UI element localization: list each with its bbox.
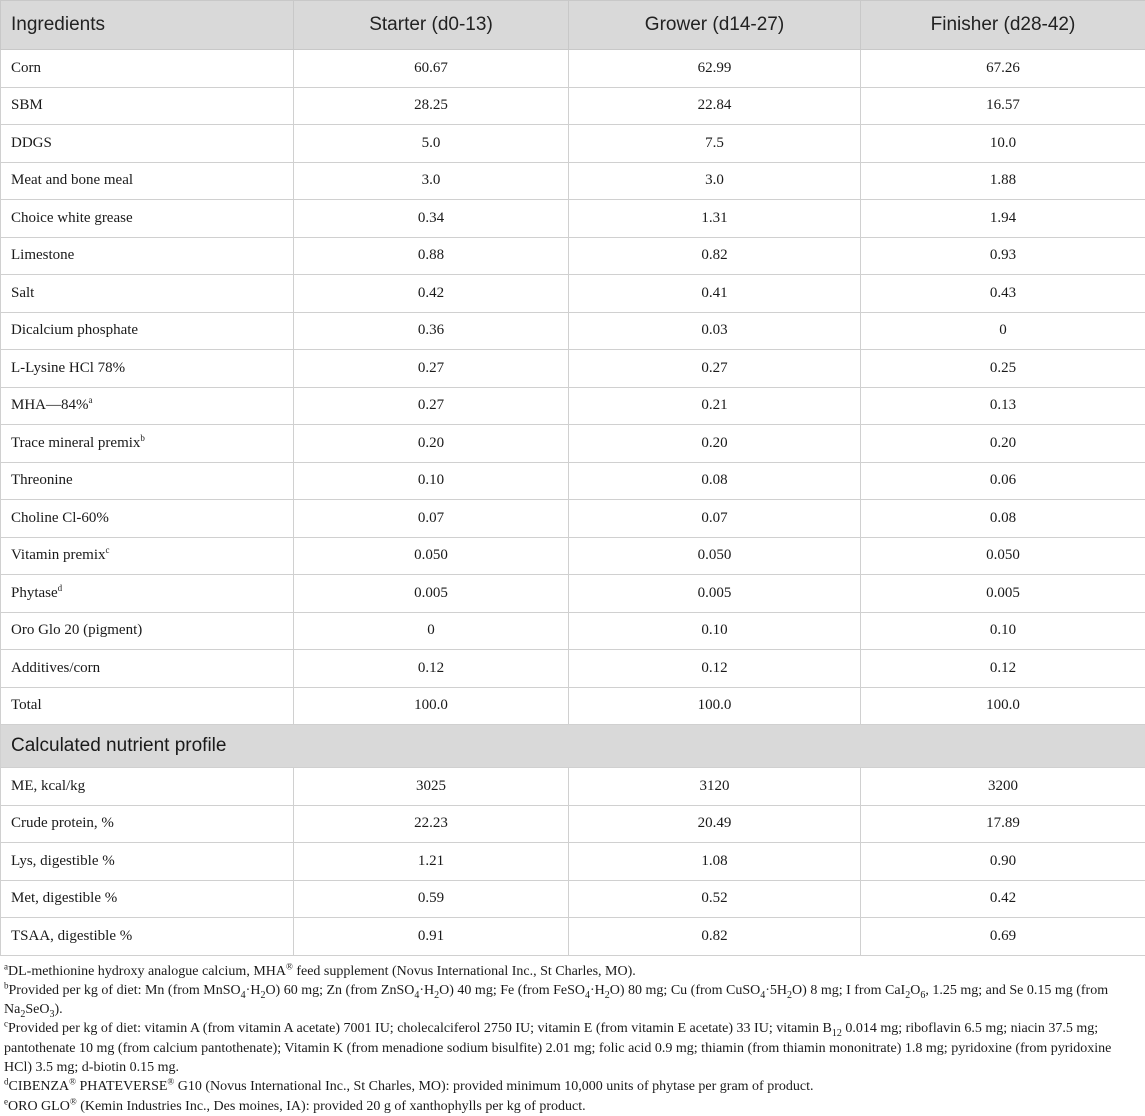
footnote-mark: e — [4, 1096, 8, 1106]
cell-value: 0.08 — [861, 500, 1145, 538]
cell-value: 1.88 — [861, 162, 1145, 200]
row-label — [1, 687, 294, 725]
cell-value: 0 — [861, 312, 1145, 350]
row-label-text: ME, kcal/kg — [11, 778, 85, 794]
row-label — [1, 87, 294, 125]
cell-value: 100.0 — [294, 687, 569, 725]
cell-value: 0.12 — [861, 650, 1145, 688]
table-row — [1, 768, 1145, 806]
row-label-text: Choice white grease — [11, 210, 133, 226]
row-label — [1, 843, 294, 881]
row-label-text: Phytase — [11, 585, 58, 601]
cell-value: 0.36 — [294, 312, 569, 350]
ingredients-body — [1, 50, 1145, 725]
row-label-text: Total — [11, 697, 42, 713]
cell-value: 1.94 — [861, 200, 1145, 238]
footnote-marker: a — [89, 395, 93, 405]
cell-value: 0.10 — [861, 612, 1145, 650]
row-label-text: Dicalcium phosphate — [11, 322, 138, 338]
cell-value: 0.12 — [294, 650, 569, 688]
section-header-row — [1, 725, 1145, 768]
table-row — [1, 275, 1145, 313]
row-label — [1, 237, 294, 275]
cell-value: 100.0 — [569, 687, 861, 725]
cell-value: 0.06 — [861, 462, 1145, 500]
cell-value: 5.0 — [294, 125, 569, 163]
cell-value: 0.050 — [294, 537, 569, 575]
row-label-text: Threonine — [11, 472, 73, 488]
cell-value: 3.0 — [569, 162, 861, 200]
cell-value: 1.21 — [294, 843, 569, 881]
row-label — [1, 387, 294, 425]
cell-value: 0 — [294, 612, 569, 650]
row-label-text: Crude protein, % — [11, 815, 114, 831]
footnote-mark: c — [4, 1019, 8, 1029]
cell-value: 3025 — [294, 768, 569, 806]
cell-value: 0.82 — [569, 237, 861, 275]
row-label — [1, 125, 294, 163]
cell-value: 0.050 — [569, 537, 861, 575]
row-label-text: DDGS — [11, 135, 52, 151]
cell-value: 0.88 — [294, 237, 569, 275]
footnote-d: $^d$CIBENZA® PHATEVERSE® G10 (Novus International Inc., St Charles, MO): provided minimum 10,000 units of phytase per gram of product. — [4, 1077, 1135, 1096]
cell-value: 0.20 — [569, 425, 861, 463]
row-label — [1, 575, 294, 613]
cell-value: 0.20 — [861, 425, 1145, 463]
row-label-text: SBM — [11, 97, 43, 113]
table-row — [1, 87, 1145, 125]
cell-value: 0.10 — [569, 612, 861, 650]
cell-value: 60.67 — [294, 50, 569, 88]
table-row — [1, 200, 1145, 238]
row-label-text: Choline Cl-60% — [11, 510, 109, 526]
cell-value: 1.31 — [569, 200, 861, 238]
column-header-grower: Grower (d14-27) — [569, 1, 861, 50]
row-label — [1, 425, 294, 463]
table-row — [1, 125, 1145, 163]
row-label — [1, 350, 294, 388]
row-label-text: TSAA, digestible % — [11, 928, 132, 944]
row-label-text: Vitamin premix — [11, 547, 106, 563]
cell-value: 22.84 — [569, 87, 861, 125]
table-row — [1, 687, 1145, 725]
cell-value: 0.59 — [294, 880, 569, 918]
cell-value: 0.34 — [294, 200, 569, 238]
nutrients-body — [1, 768, 1145, 956]
table-row — [1, 612, 1145, 650]
table-row — [1, 575, 1145, 613]
row-label — [1, 312, 294, 350]
footnote-e: $^e$ORO GLO® (Kemin Industries Inc., Des moines, IA): provided 20 g of xanthophylls per kg of product. — [4, 1097, 1135, 1116]
column-header-ingredients: Ingredients — [1, 1, 294, 50]
cell-value: 17.89 — [861, 805, 1145, 843]
cell-value: 0.27 — [294, 387, 569, 425]
row-label-text: Corn — [11, 60, 41, 76]
row-label-text: Salt — [11, 285, 34, 301]
footnote-marker: b — [140, 433, 145, 443]
footnotes — [0, 956, 1145, 1116]
row-label-text: Oro Glo 20 (pigment) — [11, 622, 142, 638]
row-label-text: Meat and bone meal — [11, 172, 133, 188]
table-row — [1, 387, 1145, 425]
cell-value: 0.10 — [294, 462, 569, 500]
cell-value: 0.27 — [294, 350, 569, 388]
cell-value: 0.93 — [861, 237, 1145, 275]
row-label — [1, 537, 294, 575]
cell-value: 0.03 — [569, 312, 861, 350]
table-header-row — [1, 1, 1145, 50]
row-label — [1, 918, 294, 956]
cell-value: 1.08 — [569, 843, 861, 881]
cell-value: 7.5 — [569, 125, 861, 163]
nutrient-section-title: Calculated nutrient profile — [1, 725, 1145, 768]
cell-value: 0.050 — [861, 537, 1145, 575]
footnote-a: $^a$DL-methionine hydroxy analogue calcium, MHA® feed supplement (Novus International Inc., St Charles, MO). — [4, 962, 1135, 981]
cell-value: 3200 — [861, 768, 1145, 806]
cell-value: 0.005 — [569, 575, 861, 613]
cell-value: 0.005 — [861, 575, 1145, 613]
cell-value: 10.0 — [861, 125, 1145, 163]
row-label-text: Trace mineral premix — [11, 435, 140, 451]
table-row — [1, 237, 1145, 275]
cell-value: 0.90 — [861, 843, 1145, 881]
table-row — [1, 162, 1145, 200]
cell-value: 0.12 — [569, 650, 861, 688]
cell-value: 0.69 — [861, 918, 1145, 956]
cell-value: 0.08 — [569, 462, 861, 500]
cell-value: 0.82 — [569, 918, 861, 956]
row-label-text: L-Lysine HCl 78% — [11, 360, 125, 376]
table-row — [1, 500, 1145, 538]
row-label — [1, 880, 294, 918]
row-label — [1, 805, 294, 843]
cell-value: 0.07 — [569, 500, 861, 538]
cell-value: 28.25 — [294, 87, 569, 125]
row-label — [1, 462, 294, 500]
table-row — [1, 880, 1145, 918]
table-row — [1, 350, 1145, 388]
row-label — [1, 200, 294, 238]
cell-value: 0.25 — [861, 350, 1145, 388]
table-row — [1, 537, 1145, 575]
row-label-text: Limestone — [11, 247, 74, 263]
row-label-text: MHA—84% — [11, 397, 89, 413]
cell-value: 3120 — [569, 768, 861, 806]
table-row — [1, 918, 1145, 956]
cell-value: 67.26 — [861, 50, 1145, 88]
cell-value: 0.91 — [294, 918, 569, 956]
cell-value: 16.57 — [861, 87, 1145, 125]
row-label-text: Lys, digestible % — [11, 853, 115, 869]
footnote-marker: d — [58, 583, 63, 593]
cell-value: 0.21 — [569, 387, 861, 425]
column-header-finisher: Finisher (d28-42) — [861, 1, 1145, 50]
footnote-b: $^b$Provided per kg of diet: Mn (from $MnSO_4\cdot H_2O$) 60 mg; Zn (from $ZnSO_4\cdot H_2O$) 40 mg; Fe (from $FeSO_4\cdot H_2O$) 80 mg; Cu (from $CuSO_4\cdot 5H_2O$) 8 mg; I from $CaI_2O_6$, 1.25 mg; and Se 0.15 mg (from $Na_2SeO_3$). — [4, 981, 1135, 1020]
cell-value: 20.49 — [569, 805, 861, 843]
cell-value: 0.20 — [294, 425, 569, 463]
cell-value: 0.42 — [861, 880, 1145, 918]
cell-value: 0.41 — [569, 275, 861, 313]
table-row — [1, 425, 1145, 463]
table-row — [1, 50, 1145, 88]
row-label — [1, 768, 294, 806]
column-header-starter: Starter (d0-13) — [294, 1, 569, 50]
footnote-marker: c — [106, 545, 110, 555]
cell-value: 0.43 — [861, 275, 1145, 313]
cell-value: 0.42 — [294, 275, 569, 313]
row-label — [1, 612, 294, 650]
cell-value: 3.0 — [294, 162, 569, 200]
footnote-c: $^c$Provided per kg of diet: vitamin A (from vitamin A acetate) 7001 IU; cholecalciferol 2750 IU; vitamin E (from vitamin E acetate) 33 IU; vitamin $B_{12}$ 0.014 mg; riboflavin 6.5 mg; niacin 37.5 mg; pantothenate 10 mg (from calcium pantothenate); Vitamin K (from menadione sodium bisulfite) 2.01 mg; folic acid 0.9 mg; thiamin (from thiamin mononitrate) 1.8 mg; pyridoxine (from pyridoxine HCl) 3.5 mg; d-biotin 0.15 mg. — [4, 1019, 1135, 1077]
cell-value: 0.07 — [294, 500, 569, 538]
cell-value: 0.27 — [569, 350, 861, 388]
row-label-text: Additives/corn — [11, 660, 100, 676]
cell-value: 0.52 — [569, 880, 861, 918]
row-label-text: Met, digestible % — [11, 890, 117, 906]
row-label — [1, 500, 294, 538]
footnote-mark: d — [4, 1077, 9, 1087]
row-label — [1, 50, 294, 88]
table-row — [1, 843, 1145, 881]
footnote-mark: b — [4, 980, 9, 990]
cell-value: 62.99 — [569, 50, 861, 88]
row-label — [1, 275, 294, 313]
row-label — [1, 650, 294, 688]
table-row — [1, 805, 1145, 843]
cell-value: 0.005 — [294, 575, 569, 613]
footnote-mark: a — [4, 961, 8, 971]
table-row — [1, 312, 1145, 350]
table-row — [1, 650, 1145, 688]
cell-value: 0.13 — [861, 387, 1145, 425]
table-row — [1, 462, 1145, 500]
row-label — [1, 162, 294, 200]
nutrient-section — [1, 725, 1145, 768]
cell-value: 22.23 — [294, 805, 569, 843]
cell-value: 100.0 — [861, 687, 1145, 725]
